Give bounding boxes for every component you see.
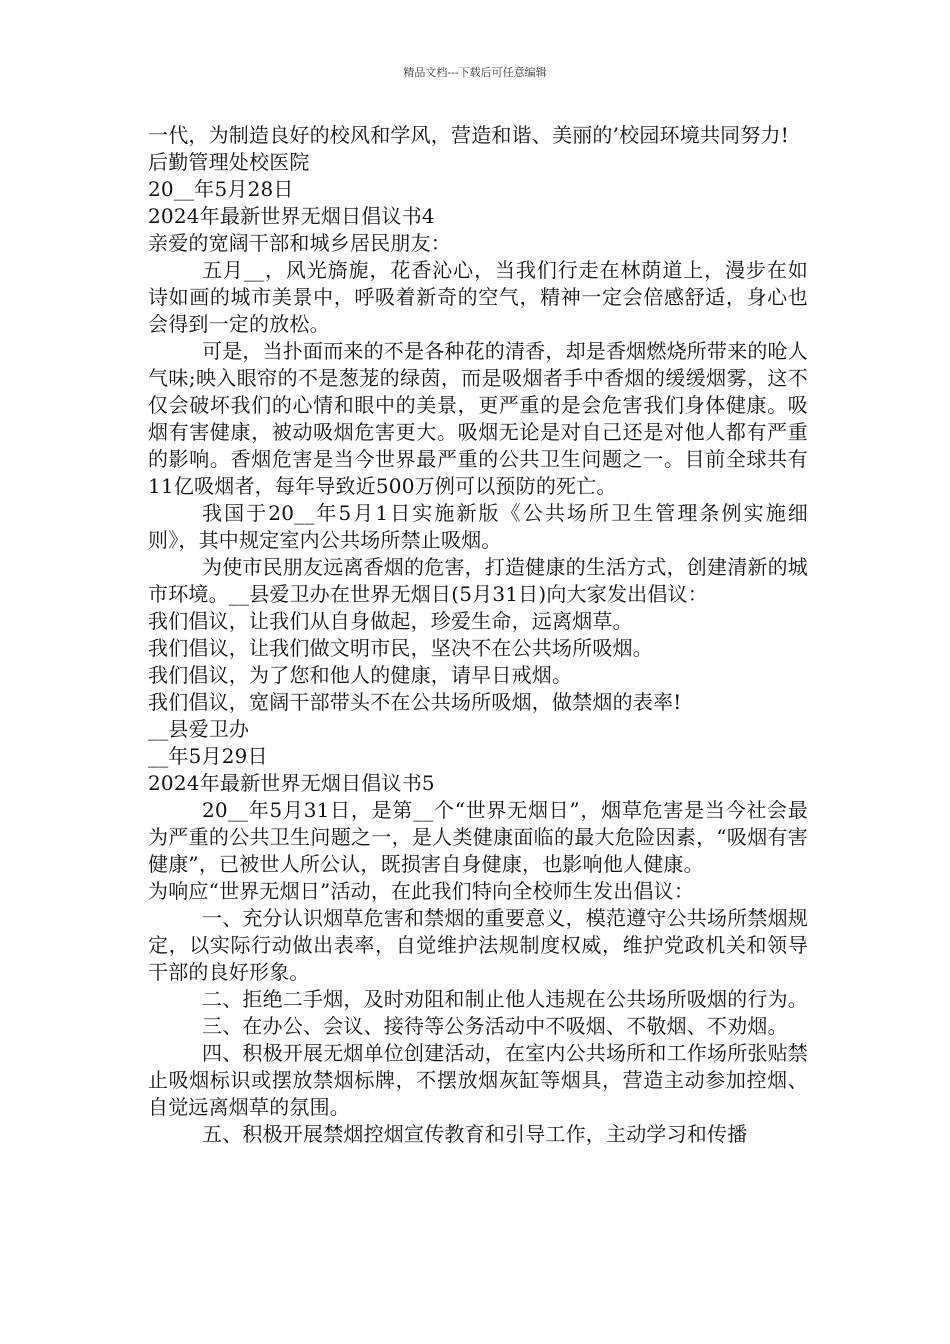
proposal-item: 一、充分认识烟草危害和禁烟的重要意义，模范遵守公共场所禁烟规定，以实际行动做出表率，自觉维护法规制度权威，维护党政机关和领导干部的良好形象。	[148, 906, 808, 984]
proposal-line: 我们倡议，为了您和他人的健康，请早日戒烟。	[148, 663, 573, 687]
paragraph: 我国于20__年5月1日实施新版《公共场所卫生管理条例实施细则》，其中规定室内公共场所禁止吸烟。	[148, 501, 808, 552]
proposal-item: 二、拒绝二手烟，及时劝阻和制止他人违规在公共场所吸烟的行为。	[202, 987, 808, 1011]
paragraph: 20__年5月31日，是第__个“世界无烟日”，烟草危害是当今社会最为严重的公共卫生问题之一，是人类健康面临的最大危险因素，“吸烟有害健康”，已被世人所公认，既损害自身健康，也影响他人健康。	[148, 798, 808, 876]
signature-line: 后勤管理处校医院	[148, 150, 310, 174]
proposal-item: 四、积极开展无烟单位创建活动，在室内公共场所和工作场所张贴禁止吸烟标识或摆放禁烟标牌，不摆放烟灰缸等烟具，营造主动参加控烟、自觉远离烟草的氛围。	[148, 1041, 808, 1119]
proposal-line: 我们倡议，宽阔干部带头不在公共场所吸烟，做禁烟的表率!	[148, 690, 682, 714]
salutation: 亲爱的宽阔干部和城乡居民朋友：	[148, 231, 451, 255]
date-line: 20__年5月28日	[148, 177, 294, 201]
paragraph: 为使市民朋友远离香烟的危害，打造健康的生活方式，创建清新的城市环境。__县爱卫办在世界无烟日(5月31日)向大家发出倡议：	[148, 555, 808, 606]
proposal-item: 五、积极开展禁烟控烟宣传教育和引导工作，主动学习和传播	[202, 1122, 748, 1146]
proposal-item: 三、在办公、会议、接待等公务活动中不吸烟、不敬烟、不劝烟。	[202, 1014, 788, 1038]
proposal-line: 我们倡议，让我们做文明市民，坚决不在公共场所吸烟。	[148, 636, 653, 660]
paragraph: 可是，当扑面而来的不是各种花的清香，却是香烟燃烧所带来的呛人气味;映入眼帘的不是葱茏的绿茵，而是吸烟者手中香烟的缓缓烟雾，这不仅会破坏我们的心情和眼中的美景，更严重的是会危害我们身体健康。吸烟有害健康，被动吸烟危害更大。吸烟无论是对自己还是对他人都有严重的影响。香烟危害是当今世界最严重的公共卫生问题之一。目前全球共有11亿吸烟者，每年导致近500万例可以预防的死亡。	[148, 339, 808, 498]
proposal-line: 我们倡议，让我们从自身做起，珍爱生命，远离烟草。	[148, 609, 633, 633]
section-title: 2024年最新世界无烟日倡议书4	[148, 204, 435, 228]
paragraph: 五月__，风光旖旎，花香沁心，当我们行走在林荫道上，漫步在如诗如画的城市美景中，呼吸着新奇的空气，精神一定会倍感舒适，身心也会得到一定的放松。	[148, 258, 808, 336]
document-body	[148, 122, 808, 1148]
date-line: __年5月29日	[148, 744, 268, 768]
paragraph: 为响应“世界无烟日”活动，在此我们特向全校师生发出倡议：	[148, 879, 695, 903]
section-title: 2024年最新世界无烟日倡议书5	[148, 771, 435, 795]
page-header: 精品文档---下载后可任意编辑	[403, 66, 547, 79]
signature-line: __县爱卫办	[148, 717, 250, 741]
paragraph: 一代，为制造良好的校风和学风，营造和谐、美丽的’校园环境共同努力!	[148, 123, 789, 147]
